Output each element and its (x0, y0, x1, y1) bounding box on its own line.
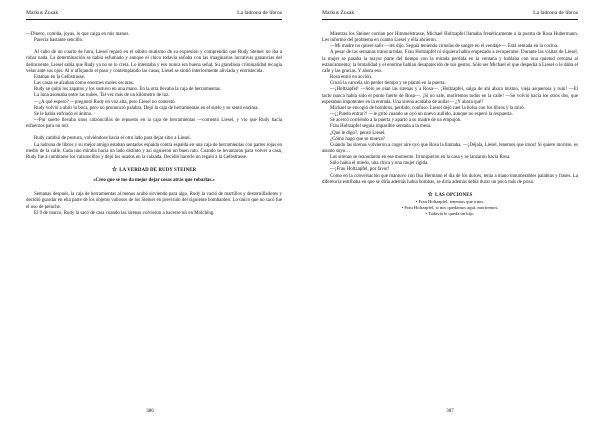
paragraph: Semanas después, la caja de herramientas al menos acabó sirviendo para algo. Rudy la vació de martillos y destornilladores y decidió guardar en ella parte de los objetos valiosos de los Steiner en previsión del siguiente bombardeo. Lo único que no sacó fue el oso de peluche. (26, 192, 282, 210)
paragraph: —¡Frau Holtzapfel, por favor! (330, 167, 390, 173)
paragraph: Como en la conversación que mantuvo con Ilsa Hermann el día de los dulces, tenía a mano innumerables palabras y frases. La diferencia estribaba en que se diría además había bombas, se diría además debía durar un poco más de prisa. (322, 173, 578, 185)
callout-title-text: LA VERDAD DE RUDY STEINER (119, 167, 197, 173)
page-body (26, 32, 282, 217)
paragraph: ¿Cómo hago que se mueva? (330, 136, 385, 142)
paragraph: —¿A qué espero? —preguntó Rudy en voz alta, pero Liesel no contestó. (34, 99, 176, 105)
paragraph: Cuando las sirenas volvieron a coger aire oyó que Rosa la llamaba. —¡Déjala, Liesel, tenemos que irnos! Si quiere morirse, es asunto suyo… (322, 142, 578, 154)
paragraph: —¡¿Puedo entrar?! —le gritó cuando se oyó un nuevo aullido, aunque no esperó la respuesta. (330, 112, 513, 118)
paragraph: Las sirenas se reanudaron en ese momento. Irrumpieron en la casa y se lanzaron hacia Rosa. (330, 155, 511, 161)
paragraph: Mientras los Steiner corrían por Himmelstrasse, Michael Holtzapfel llamaba frenéticamente a la puerta de Rosa Hubermann. Les informó del problema en cuanto Liesel y ella abrieron. (322, 32, 578, 44)
paragraph: Rudy volvió a abrir la boca, pero no pronunció palabra. Dejó la caja de herramientas en el suelo y se sentó encima. (34, 105, 259, 111)
page-number: 386 (146, 409, 154, 414)
paragraph: Rosa entró en acción. (330, 75, 373, 81)
paragraph: Se acercó corriendo a la puerta y apartó a su madre de un empujón. (330, 118, 462, 124)
callout-title (26, 167, 282, 174)
paragraph: Michael se encogió de hombros, perdido, confuso. Liesel dejó caer la bolsa con los libros y la miró. (330, 105, 525, 111)
truth-callout (26, 167, 282, 184)
paragraph: —Por suerte llevaba unos calzoncillos de repuesto en la caja de herramientas —comentó Liesel, y vio que Rudy hacía esfuerzos para no reír. (26, 118, 282, 130)
header-book-title: La ladrona de libros (237, 10, 282, 16)
option-item: • Frau Holtzapfel, si nos quedamos aquí, moriremos. (401, 205, 499, 211)
paragraph: Parecía bastante sencillo. (34, 38, 84, 44)
page-number: 387 (446, 409, 454, 414)
paragraph: La ladrona de libros y su mejor amigo estaban sentados espalda contra espalda en una caja de herramientas con partes rojas en medio de la calle. Cada uno miraba hacia un lado distinto y así siguieron un buen rato. Cuando se levantaron para volver a casa, Rudy fue a cambiarse los calzoncillos y dejó los usados en la calzada. Decidió hacerle un regalo a la Gelbstrasse. (26, 142, 282, 160)
options-callout (322, 192, 578, 217)
callout-quote: «Creo que se me da mejor dejar cosas atrás que robarlas.» (93, 178, 215, 184)
paragraph: ¿Qué le digo?, pensó Liesel. (330, 130, 386, 136)
paragraph: —¡Holtzapfel! —Sólo se oían las sirenas y a Rosa—. ¡Holtzapfel, salga de ahí ahora mismo, vieja asquerosa y ruin! —El tacto nunca había sido el punto fuerte de Rosa—. ¡Si no sale, moriremos todos en la calle! —Se volvió hacia los otros dos, que esperaban impotentes en la entrada. Una sirena acababa de aullar— ¿Y ahora qué? (322, 87, 578, 105)
paragraph: —Mi madre no quiere salir —les dijo. Seguía teniendo ciruelas de sangre en el vendaje—. Está sentada en la cocina. (330, 44, 559, 50)
callout-title-text: LAS OPCIONES (435, 192, 473, 198)
paragraph: Rudy cambió de postura, volviéndose hacia el otro lado para dejar sitio a Liesel. (34, 136, 191, 142)
paragraph: Se le había enfriado el ánimo. (34, 111, 93, 117)
option-item: • Frau Holtzapfel, tenemos que irnos. (415, 199, 485, 205)
running-header (322, 10, 578, 20)
paragraph: La luna asomaba entre las nubes. Tal vez más de un kilómetro de luz. (34, 93, 170, 99)
paragraph: Las casas se alzaban como enormes moles oscuras. (34, 81, 134, 87)
star-icon: ☆ (427, 191, 433, 198)
header-book-title: La ladrona de libros (533, 10, 578, 16)
header-author: Markus Zusak (322, 10, 355, 16)
paragraph: Cruzó la cancela sin perder tiempo y se plantó en la puerta. (330, 81, 446, 87)
header-author: Markus Zusak (26, 10, 59, 16)
paragraph: —Dinero, comida, joyas, lo que caiga en mis manos. (26, 32, 130, 37)
paragraph: Frau Holtzapfel seguía impasible sentada a la mesa. (330, 124, 432, 130)
paragraph: Rudy se quitó los zapatos y los sostuvo en una mano. En la otra llevaba la caja de herramientas. (34, 87, 222, 93)
right-page (300, 0, 600, 424)
paragraph: Al cabo de un cuarto de hora, Liesel reparó en el súbito mutismo de su expresión y comprendió que Rudy Steiner no iba a robar nada. La determinación se había esfumado y aunque el chico todavía soñaba con las imaginarias lucrativas ganancias del delincuente, Liesel sabía que Rudy ya no se lo creía. Lo intentaba y eso nunca era buena señal. Su grandiosa criminalidad recogía velas ante sus ojos. Al ir aflojando el paso y contemplando las casas, Liesel se sintió interiormente aliviada y entristecida. (26, 50, 282, 74)
paragraph: Sólo había el miedo, una chica y una mujer rígida. (330, 161, 429, 167)
paragraph: A pesar de las semanas transcurridas, Frau Holtzapfel ni siquiera había empezado a recuperarse. Durante las visitas de Liesel, la mujer se pasaba la mayor parte del tiempo con la mirada perdida en la ventana y hablaba con una quietud cercana al estancamiento; la brutalidad y el enorme hablan desaparecido de sus gestos. Sólo ser Michael el que despedía a Liesel o le daba el café y las gracias. Y ahora eso. (322, 50, 578, 74)
paragraph: Estaban en la Gelbstrasse. (34, 74, 86, 80)
option-item: • Todavía le queda un hijo. (425, 211, 475, 217)
page-body (322, 32, 578, 217)
running-header (26, 10, 282, 20)
star-icon: ☆ (111, 166, 118, 173)
paragraph: El 9 de marzo, Rudy la sacó de casa cuando las sirenas volvieron a hacerse oír en Molching. (34, 210, 215, 216)
callout-title (322, 192, 578, 199)
